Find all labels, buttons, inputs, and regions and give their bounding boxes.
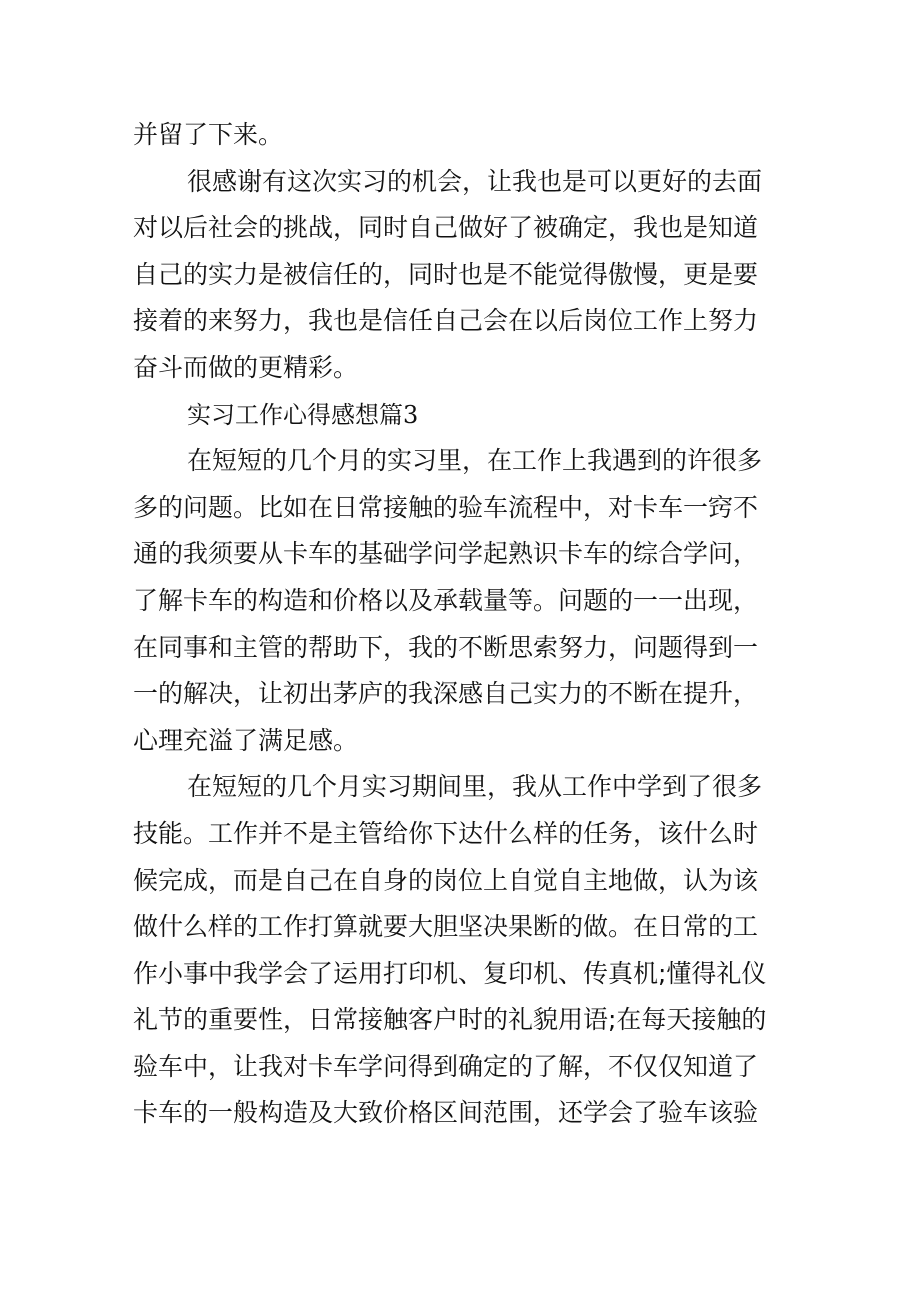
paragraph-gratitude: [133, 159, 793, 392]
text-line: 对以后社会的挑战，同时自己做好了被确定，我也是知道: [133, 213, 759, 243]
text-line: 一的解决，让初出茅庐的我深感自己实力的不断在提升，: [133, 679, 759, 709]
text-line: 在短短的几个月实习期间里，我从工作中学到了很多: [187, 772, 763, 802]
text-line: 在同事和主管的帮助下，我的不断思索努力，问题得到一: [133, 632, 759, 662]
paragraph-continuation: [133, 112, 793, 159]
text-line: 并留了下来。: [133, 120, 284, 149]
document-body: [133, 112, 793, 1137]
text-line: 验车中，让我对卡车学问得到确定的了解，不仅仅知道了: [133, 1051, 759, 1081]
text-line: 技能。工作并不是主管给你下达什么样的任务，该什么时: [133, 818, 759, 848]
text-line: 卡车的一般构造及大致价格区间范围，还学会了验车该验: [133, 1098, 759, 1128]
paragraph-problems: [133, 438, 793, 764]
text-line: 通的我须要从卡车的基础学问学起熟识卡车的综合学问，: [133, 539, 759, 569]
text-line: 做什么样的工作打算就要大胆坚决果断的做。在日常的工: [133, 912, 759, 942]
text-line: 接着的来努力，我也是信任自己会在以后岗位工作上努力: [133, 306, 759, 336]
text-line: 心理充溢了满足感。: [133, 725, 359, 755]
text-line: 候完成，而是自己在自身的岗位上自觉自主地做，认为该: [133, 865, 759, 895]
text-line: 了解卡车的构造和价格以及承载量等。问题的一一出现，: [133, 585, 759, 615]
text-line: 多的问题。比如在日常接触的验车流程中，对卡车一窍不: [133, 492, 759, 522]
text-line: 自己的实力是被信任的，同时也是不能觉得傲慢，更是要: [133, 259, 759, 289]
text-line: 奋斗而做的更精彩。: [133, 352, 359, 382]
section-heading: [133, 392, 793, 439]
section-title: 实习工作心得感想篇3: [187, 400, 419, 429]
text-line: 在短短的几个月的实习里，在工作上我遇到的许很多: [187, 446, 763, 476]
paragraph-skills: [133, 764, 793, 1137]
text-line: 礼节的重要性，日常接触客户时的礼貌用语;在每天接触的: [133, 1005, 767, 1035]
text-line: 很感谢有这次实习的机会，让我也是可以更好的去面: [187, 166, 763, 196]
text-line: 作小事中我学会了运用打印机、复印机、传真机;懂得礼仪: [133, 958, 767, 988]
